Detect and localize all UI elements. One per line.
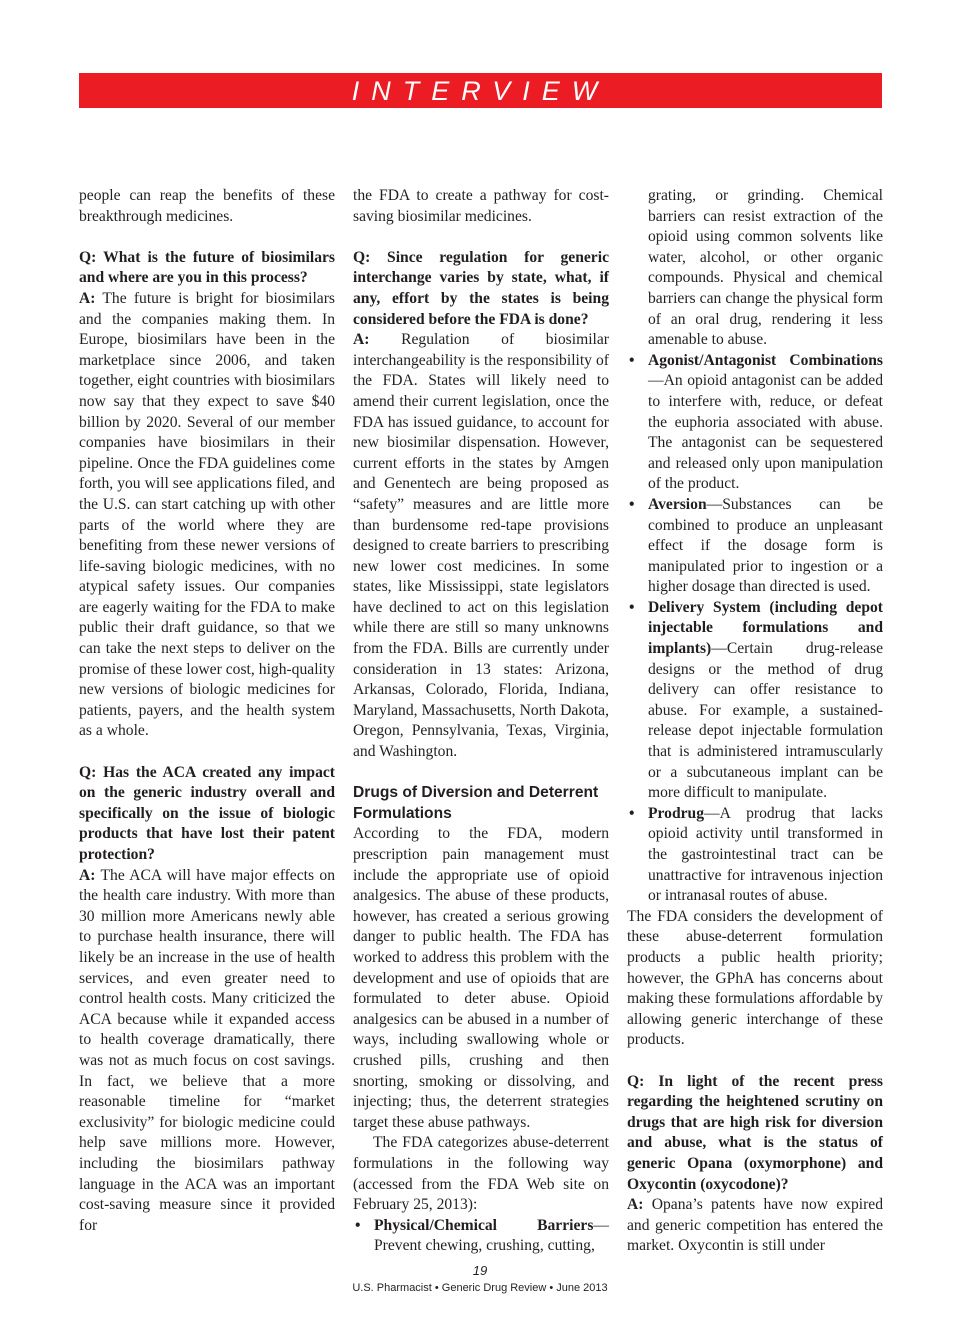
answer-text: Regulation of biosimilar interchangeability is the responsibility of the FDA. States will likely need to amend their current legislation, once the FDA has issued guidance, to account for new biosimilar dispensation. However, current efforts in the states by Amgen and Genentech are being proposed as “safety” measures and are little more than burdensome red-tape provisions designed to create barriers to prescribing new lower cost medicines. In some states, like Mississippi, state legislators have declined to act on this legislation while there are still so many unknowns from the FDA. Bills are currently under consideration in 13 states: Arizona, Arkansas, Colorado, Florida, Indiana, Maryland, Massachusetts, North Dakota, Oregon, Pennsylvania, Texas, Virginia, and Washington. [353, 331, 609, 761]
paragraph: grating, or grinding. Chemical barriers can resist extraction of the opioid using common solvents like water, alcohol, or other organic compounds. Physical and chemical barriers can change the physical form of an oral drug, rendering it less amenable to abuse. [648, 187, 883, 349]
bullet-icon: • [629, 351, 635, 369]
section-title: INTERVIEW [351, 76, 610, 106]
bullet-term: Aversion [648, 495, 707, 513]
list-item [353, 1216, 609, 1257]
list-item [627, 804, 883, 907]
section-header-bar [79, 73, 882, 108]
paragraph: The FDA categorizes abuse-deterrent formulations in the following way (accessed from the FDA Web site on February 25, 2013): [353, 1134, 609, 1214]
bullet-icon: • [355, 1216, 361, 1234]
list-item [627, 598, 883, 804]
question: Q: Has the ACA created any impact on the generic industry overall and specifically on the issue of biologic products that have lost their patent protection? [79, 763, 335, 863]
column-1 [79, 186, 335, 1236]
answer-label: A: [79, 866, 96, 884]
answer-label: A: [79, 289, 96, 307]
answer-text: The future is bright for biosimilars and the companies making them. In Europe, biosimilars have been in the marketplace since 2006, and taken together, eight countries with biosimilars now say that they expect to save $40 billion by 2020. Several of our member companies have biosimilars in their pipeline. Once the FDA guidelines come forth, you will see applications filed, and the U.S. can start catching up with other parts of the world where they are benefiting from these newer versions of life-saving biologic medicines, with no atypical safety issues. Our companies are eagerly waiting for the FDA to make public their draft guidance, so that we can take the next steps to deliver on the promise of these lower cost, high-quality new versions of biologic medicines for patients, payers, and the health system as a whole. [79, 289, 335, 740]
answer [627, 1195, 883, 1257]
paragraph: The FDA considers the development of these abuse-deterrent formulation products a public health priority; however, the GPhA has concerns about making these formulations affordable by allowing generic interchange of these products. [627, 907, 883, 1049]
bullet-term: Delivery System (including depot injectable formulations and implants) [648, 598, 883, 658]
bullet-icon: • [629, 495, 635, 513]
question: Q: What is the future of biosimilars and where are you in this process? [79, 248, 335, 287]
bullet-term: Agonist/Antagonist Combinations [648, 351, 883, 369]
paragraph: According to the FDA, modern prescription pain management must include the appropriate use of opioid analgesics. The abuse of these products, however, has created a serious growing danger to public health. The FDA has worked to address this problem with the development and use of opioids that are formulated to deter abuse. Opioid analgesics can be abused in a number of ways, including swallowing whole or crushed pills, crushing and then snorting, smoking or dissolving, and injecting; thus, the deterrent strategies target these abuse pathways. [353, 825, 609, 1131]
bullet-icon: • [629, 598, 635, 616]
answer [353, 330, 609, 762]
list-item [627, 351, 883, 495]
bullet-text: —A prodrug that lacks opioid activity until transformed in the gastrointestinal tract can be unattractive for intravenous injection or intranasal routes of abuse. [648, 804, 883, 905]
question: Q: Since regulation for generic interchange varies by state, what, if any, effort by the states is being considered before the FDA is done? [353, 248, 609, 328]
question: Q: In light of the recent press regarding the heightened scrutiny on drugs that are high risk for diversion and abuse, what is the status of generic Opana (oxymorphone) and Oxycontin (oxycodone)? [627, 1072, 883, 1193]
paragraph: people can reap the benefits of these breakthrough medicines. [79, 187, 335, 225]
publication-footer: U.S. Pharmacist • Generic Drug Review • June 2013 [352, 1282, 608, 1294]
bullet-text: —Prevent chewing, crushing, cutting, [374, 1216, 609, 1255]
bullet-list [627, 351, 883, 907]
bullet-list [353, 1216, 609, 1257]
column-3 [627, 186, 883, 1257]
bullet-text: —Certain drug-release designs or the method of drug delivery can offer resistance to abuse. For example, a sustained-release depot injectable formulation that is administered intramuscularly or a subcutaneous implant can be more difficult to manipulate. [648, 640, 883, 802]
bullet-text: —Substances can be combined to produce an unpleasant effect if the dosage form is manipulated prior to ingestion or a higher dosage than directed is used. [648, 495, 883, 596]
answer [79, 866, 335, 1237]
bullet-icon: • [629, 804, 635, 822]
paragraph: the FDA to create a pathway for cost-saving biosimilar medicines. [353, 187, 609, 225]
list-item [627, 495, 883, 598]
page-number: 19 [472, 1263, 488, 1278]
bullet-term: Prodrug [648, 804, 705, 822]
answer-label: A: [627, 1196, 644, 1214]
bullet-text: —An opioid antagonist can be added to interfere with, reduce, or defeat the euphoria associated with abuse. The antagonist can be sequestered and released only upon manipulation of the product. [648, 372, 883, 493]
bullet-term: Physical/Chemical Barriers [374, 1216, 594, 1234]
answer-text: Opana’s patents have now expired and generic competition has entered the market. Oxycontin is still under [627, 1196, 883, 1255]
section-subheading: Drugs of Diversion and Deterrent Formulations [353, 784, 599, 822]
answer-label: A: [353, 331, 370, 349]
column-2 [353, 186, 609, 1257]
answer [79, 289, 335, 742]
answer-text: The ACA will have major effects on the health care industry. With more than 30 million more Americans newly able to purchase health insurance, there will likely be an increase in the use of health services, and even greater need to control health costs. Many criticized the ACA because while it expanded access to health coverage dramatically, there was not as much focus on cost savings. In fact, we believe that a more reasonable timeline for “market exclusivity” for biologic medicine could help save millions more. However, including the biosimilars pathway language in the ACA was an important cost-saving measure since it provided for [79, 866, 335, 1234]
